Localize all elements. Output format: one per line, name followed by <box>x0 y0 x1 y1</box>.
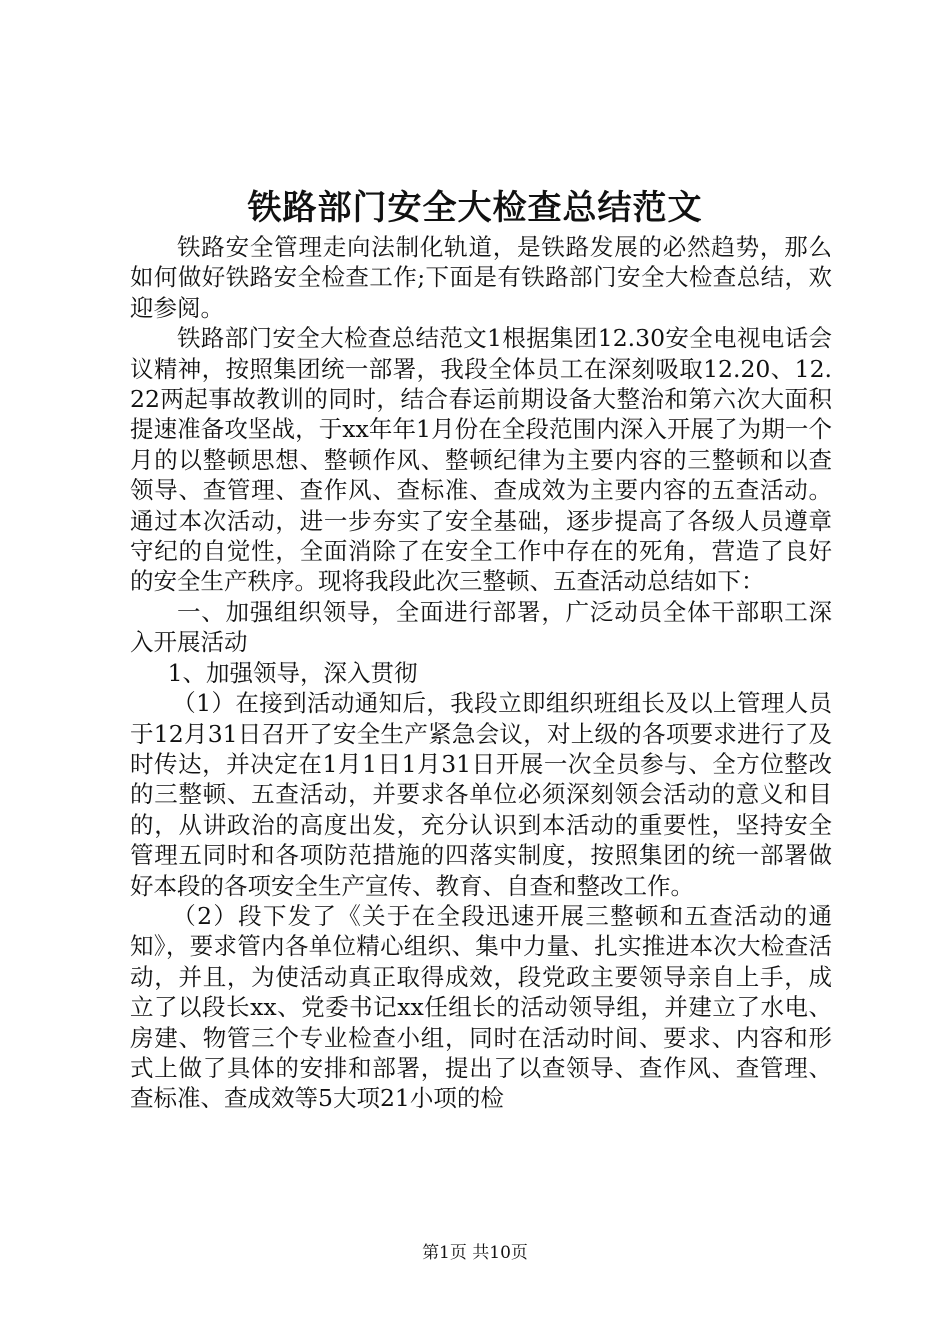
page-number-footer: 第1页 共10页 <box>422 1243 528 1263</box>
body-paragraph: 铁路部门安全大检查总结范文1根据集团12.30安全电视电话会议精神，按照集团统一部署，我段全体员工在深刻吸取12.20、12.22两起事故教训的同时，结合春运前期设备大整治和第六次大面积提速准备攻坚战，于xx年年1月份在全段范围内深入开展了为期一个月的以整顿思想、整顿作风、整顿纪律为主要内容的三整顿和以查领导、查管理、查作风、查标准、查成效为主要内容的五查活动。通过本次活动，进一步夯实了安全基础，逐步提高了各级人员遵章守纪的自觉性，全面消除了在安全工作中存在的死角，营造了良好的安全生产秩序。现将我段此次三整顿、五查活动总结如下： <box>130 324 832 596</box>
document-body <box>130 232 832 1114</box>
section-heading: 一、加强组织领导，全面进行部署，广泛动员全体干部职工深入开展活动 <box>130 597 832 657</box>
body-paragraph: （2）段下发了《关于在全段迅速开展三整顿和五查活动的通知》，要求管内各单位精心组织、集中力量、扎实推进本次大检查活动，并且，为使活动真正取得成效，段党政主要领导亲自上手，成立了以段长xx、党委书记xx任组长的活动领导组，并建立了水电、房建、物管三个专业检查小组，同时在活动时间、要求、内容和形式上做了具体的安排和部署，提出了以查领导、查作风、查管理、查标准、查成效等5大项21小项的检 <box>130 901 832 1113</box>
document-title: 铁路部门安全大检查总结范文 <box>247 188 703 228</box>
intro-paragraph: 铁路安全管理走向法制化轨道，是铁路发展的必然趋势，那么如何做好铁路安全检查工作;下面是有铁路部门安全大检查总结，欢迎参阅。 <box>130 233 832 322</box>
subsection-heading: 1、加强领导，深入贯彻 <box>167 658 418 687</box>
body-paragraph: （1）在接到活动通知后，我段立即组织班组长及以上管理人员于12月31日召开了安全生产紧急会议，对上级的各项要求进行了及时传达，并决定在1月1日1月31日开展一次全员参与、全方位整改的三整顿、五查活动，并要求各单位必须深刻领会活动的意义和目的，从讲政治的高度出发，充分认识到本活动的重要性，坚持安全管理五同时和各项防范措施的四落实制度，按照集团的统一部署做好本段的各项安全生产宣传、教育、自查和整改工作。 <box>130 689 832 900</box>
